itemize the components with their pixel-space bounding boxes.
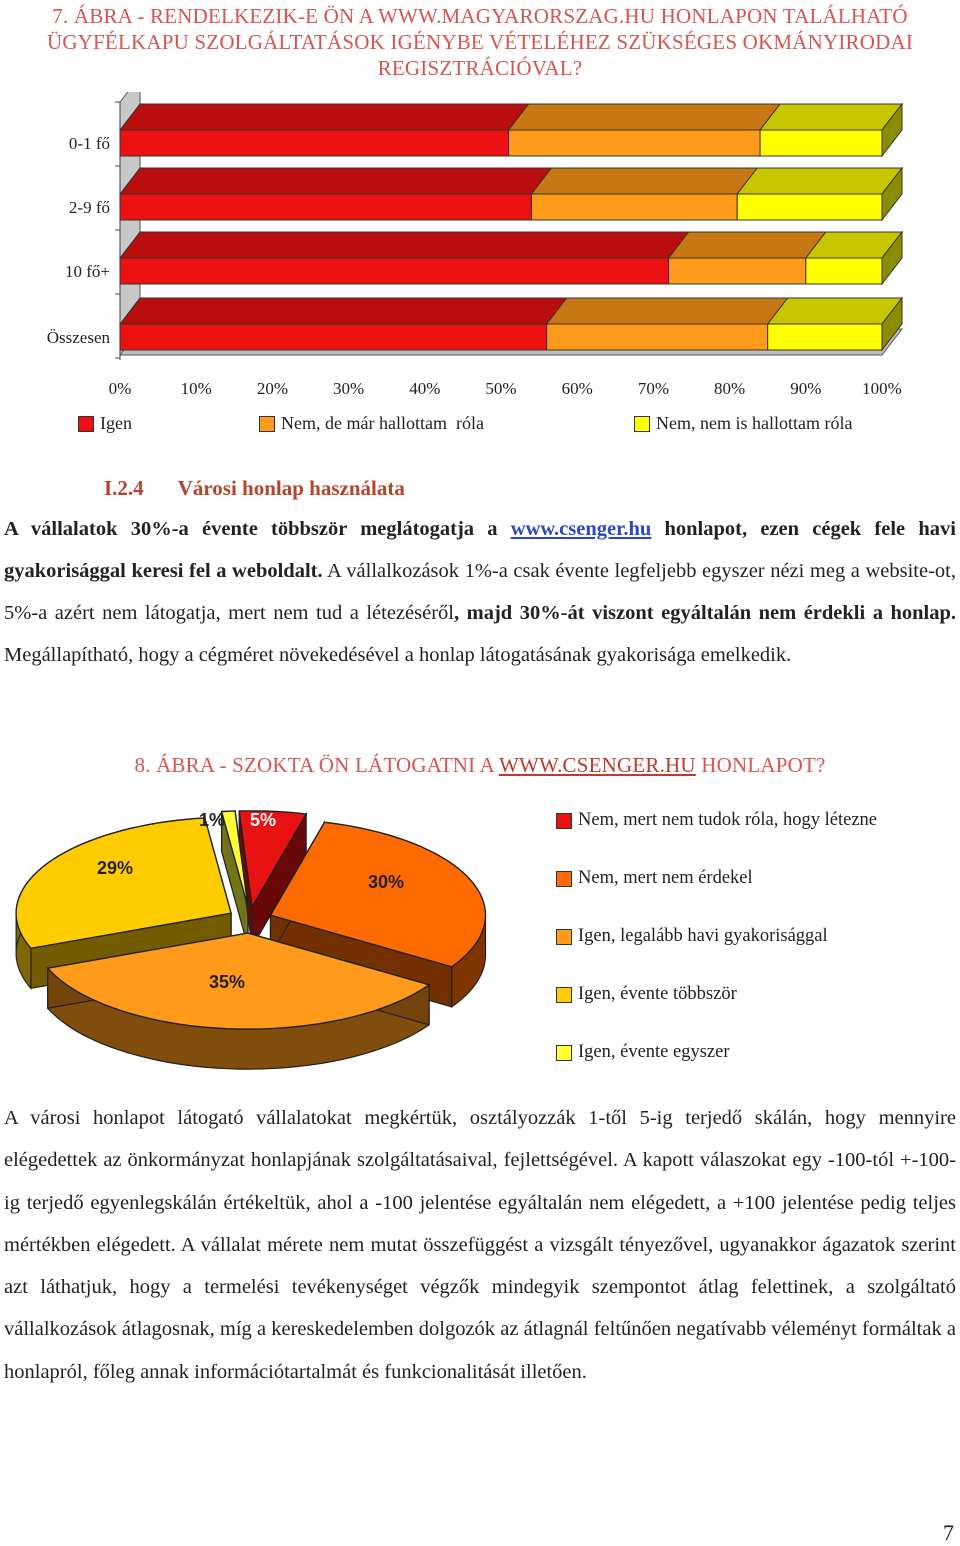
bar-segment bbox=[806, 258, 882, 284]
pie-value-label: 30% bbox=[367, 872, 405, 892]
x-tick-label: 90% bbox=[790, 379, 822, 398]
x-tick-label: 0% bbox=[108, 379, 132, 398]
pie-legend-item bbox=[556, 926, 828, 947]
csenger-link[interactable]: www.csenger.hu bbox=[510, 518, 652, 540]
pie-legend-label: Igen, évente többször bbox=[578, 984, 737, 1004]
figure7-caption-line1: 7. ÁBRA - RENDELKEZIK-E ÖN A WWW.MAGYARORSZAG.HU HONLAPON TALÁLHATÓ bbox=[52, 4, 908, 28]
bar-top bbox=[120, 232, 689, 258]
bar-chart-legend bbox=[0, 413, 960, 439]
bar-segment bbox=[547, 324, 768, 350]
pie-legend-label: Nem, mert nem érdekel bbox=[578, 868, 753, 888]
category-label: 10 fő+ bbox=[65, 262, 110, 281]
section-title: Városi honlap használata bbox=[177, 476, 405, 500]
section-heading bbox=[104, 476, 405, 501]
pie-value-label: 5% bbox=[249, 810, 277, 830]
legend-item-nem-hallottam bbox=[634, 413, 852, 434]
bar-segment bbox=[120, 130, 509, 156]
x-tick-label: 80% bbox=[714, 379, 746, 398]
bar-top bbox=[531, 168, 757, 194]
legend-swatch bbox=[556, 929, 572, 945]
paragraph-1-text-1: A vállalkozások 1%-a csak évente legfeljebb egyszer nézi meg a website-ot, 5%-a azért nem látogatja, mert nem tud a létezéséről bbox=[4, 560, 956, 624]
bar-segment bbox=[120, 194, 531, 220]
legend-swatch bbox=[556, 987, 572, 1003]
legend-item-hallottam bbox=[259, 413, 484, 434]
paragraph-1-text-2: Megállapítható, hogy a cégméret növekedésével a honlap látogatásának gyakorisága emelkedik. bbox=[4, 644, 792, 666]
pie-legend-label: Nem, mert nem tudok róla, hogy létezne bbox=[578, 810, 877, 830]
legend-swatch bbox=[78, 416, 94, 432]
bar-top bbox=[669, 232, 826, 258]
legend-item-igen bbox=[78, 413, 132, 434]
bar-top bbox=[120, 168, 551, 194]
legend-swatch bbox=[556, 1045, 572, 1061]
figure8-caption-link[interactable]: WWW.CSENGER.HU bbox=[498, 753, 696, 777]
legend-label: Nem, nem is hallottam róla bbox=[656, 413, 853, 433]
bar-segment bbox=[768, 324, 882, 350]
category-label: Összesen bbox=[46, 328, 110, 347]
pie-value-label: 35% bbox=[208, 972, 246, 992]
paragraph-1-bold-1: A vállalatok 30%-a évente többször meglátogatja a bbox=[4, 518, 511, 540]
x-tick-label: 10% bbox=[180, 379, 212, 398]
pie-legend-item bbox=[556, 984, 737, 1005]
bar-segment bbox=[509, 130, 760, 156]
paragraph-1 bbox=[4, 508, 956, 676]
legend-swatch bbox=[259, 416, 275, 432]
figure7-caption-line3: REGISZTRÁCIÓVAL? bbox=[377, 56, 583, 80]
x-tick-label: 60% bbox=[561, 379, 593, 398]
pie-legend-item bbox=[556, 810, 877, 831]
bar-segment bbox=[120, 324, 547, 350]
legend-label: Igen bbox=[100, 413, 132, 433]
x-tick-label: 40% bbox=[409, 379, 441, 398]
category-label: 2-9 fő bbox=[68, 198, 110, 217]
bar-top bbox=[120, 104, 529, 130]
pie-value-label: 29% bbox=[96, 858, 134, 878]
figure7-caption-line2: ÜGYFÉLKAPU SZOLGÁLTATÁSOK IGÉNYBE VÉTELÉHEZ SZÜKSÉGES OKMÁNYIRODAI bbox=[46, 30, 914, 54]
x-tick-label: 50% bbox=[485, 379, 517, 398]
figure8-caption-pre: 8. ÁBRA - SZOKTA ÖN LÁTOGATNI A bbox=[134, 753, 499, 777]
pie-legend-label: Igen, legalább havi gyakorisággal bbox=[578, 926, 828, 946]
paragraph-2: A városi honlapot látogató vállalatokat megkértük, osztályozzák 1-től 5-ig terjedő skálán, hogy mennyire elégedettek az önkormányzat honlapjának szolgáltatásaival, fejlettségével. A kapott válaszokat egy -100-tól +-100-ig terjedő egyenlegskálán értékeltük, ahol a -100 jelentése egyáltalán nem elégedett, a +100 jelentése pedig teljes mértékben elégedett. A vállalat mérete nem mutat összefüggést a vizsgált tényezővel, ugyanakkor ágazatok szerint azt láthatjuk, hogy a termelési tevékenységet végzők mindegyik szempontot átlag felettinek, a szolgáltató vállalkozások átlagosnak, míg a kereskedelemben dolgozók az átlagnál feltűnően negatívabb véleményt formáltak a honlapról, főleg annak információtartalmát és funkcionalitását illetően. bbox=[4, 1107, 956, 1383]
legend-label: Nem, de már hallottam róla bbox=[281, 413, 484, 433]
category-label: 0-1 fő bbox=[68, 134, 110, 153]
x-tick-label: 30% bbox=[333, 379, 365, 398]
bar-top bbox=[737, 168, 902, 194]
x-tick-label: 70% bbox=[637, 379, 669, 398]
figure8-caption-post: HONLAPOT? bbox=[695, 753, 826, 777]
legend-swatch bbox=[556, 813, 572, 829]
bar-segment bbox=[531, 194, 737, 220]
x-tick-label: 20% bbox=[256, 379, 288, 398]
bar-top bbox=[768, 298, 902, 324]
bar-top bbox=[509, 104, 780, 130]
bar-top bbox=[547, 298, 788, 324]
bar-segment bbox=[760, 130, 882, 156]
legend-swatch bbox=[556, 871, 572, 887]
figure8-caption bbox=[0, 752, 960, 778]
page-number: 7 bbox=[943, 1520, 954, 1545]
paragraph-1-bold-3: , majd 30%-át viszont egyáltalán nem érdekli a honlap. bbox=[453, 602, 956, 624]
x-tick-label: 100% bbox=[862, 379, 902, 398]
bar-top bbox=[760, 104, 902, 130]
bar-segment bbox=[120, 258, 669, 284]
pie-legend-item bbox=[556, 1042, 730, 1063]
stacked-bar-chart bbox=[0, 92, 960, 442]
pie-legend-item bbox=[556, 868, 753, 889]
paragraph-1-bold-2: honlapot, ezen cégek fele havi gyakorisággal keresi fel a weboldalt. bbox=[4, 518, 956, 582]
bar-segment bbox=[737, 194, 882, 220]
pie-value-label: 1% bbox=[198, 810, 226, 830]
section-number: I.2.4 bbox=[104, 476, 144, 500]
bar-segment bbox=[669, 258, 806, 284]
legend-swatch bbox=[634, 416, 650, 432]
bar-top bbox=[120, 298, 567, 324]
pie-legend-label: Igen, évente egyszer bbox=[578, 1042, 730, 1062]
